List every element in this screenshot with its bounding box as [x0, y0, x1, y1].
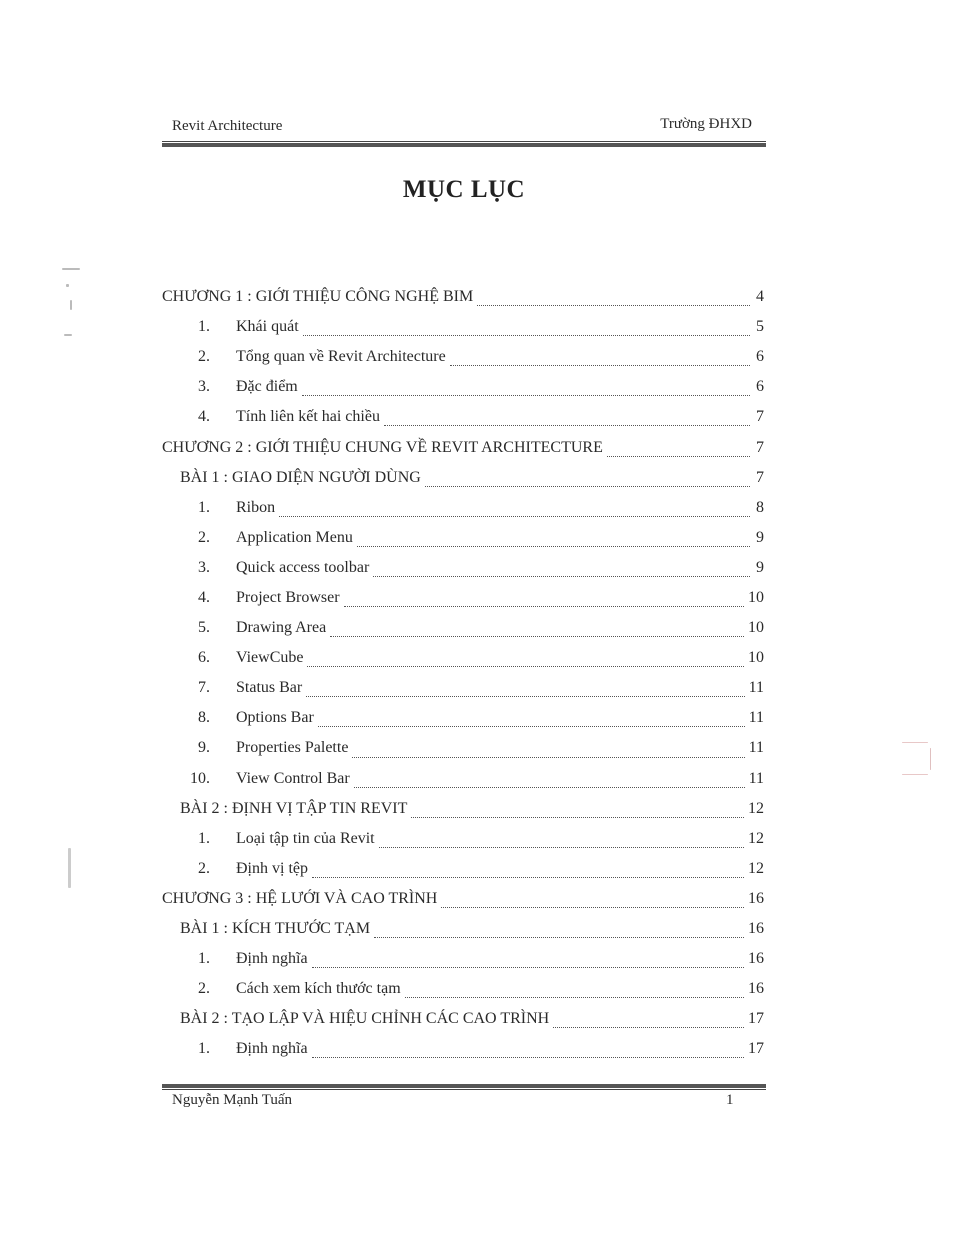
toc-entry	[162, 944, 766, 974]
toc-entry-title: Khái quát	[236, 318, 299, 336]
toc-entry-number: 2.	[198, 348, 210, 366]
toc-entry	[162, 1004, 766, 1034]
toc-entry-title: Đặc điểm	[236, 378, 298, 396]
toc-dot-leader	[307, 665, 744, 667]
scan-speck	[68, 848, 71, 888]
toc-entry	[162, 764, 766, 794]
toc-entry-page: 10	[748, 619, 764, 637]
toc-entry-title: Tổng quan về Revit Architecture	[236, 348, 446, 366]
header-right-text: Trường ĐHXD	[660, 116, 752, 132]
toc-entry-number: 7.	[198, 679, 210, 697]
toc-entry-title: Định nghĩa	[236, 950, 308, 968]
scan-speck	[902, 742, 928, 743]
toc-entry-title: Quick access toolbar	[236, 558, 370, 576]
toc-entry	[162, 553, 766, 583]
toc-entry-page: 11	[748, 739, 764, 757]
table-of-contents	[162, 282, 766, 1064]
toc-entry-page: 16	[748, 950, 764, 968]
toc-entry-title: Định vị tệp	[236, 859, 308, 877]
toc-entry-page: 16	[748, 980, 764, 998]
toc-entry	[162, 312, 766, 342]
toc-entry-number: 10.	[190, 769, 210, 787]
toc-dot-leader	[352, 756, 744, 758]
toc-entry	[162, 824, 766, 854]
toc-entry-title: Tính liên kết hai chiều	[236, 408, 380, 426]
toc-entry-title: CHƯƠNG 3 : HỆ LƯỚI VÀ CAO TRÌNH	[162, 889, 438, 907]
toc-dot-leader	[344, 605, 744, 607]
toc-entry-title: Project Browser	[236, 588, 340, 606]
toc-entry	[162, 974, 766, 1004]
toc-entry-number: 2.	[198, 528, 210, 546]
toc-entry-title: Ribon	[236, 498, 276, 516]
toc-entry	[162, 372, 766, 402]
toc-dot-leader	[553, 1026, 744, 1028]
toc-dot-leader	[279, 515, 750, 517]
toc-dot-leader	[405, 996, 744, 998]
toc-entry-number: 1.	[198, 1040, 210, 1058]
toc-entry-title: Định nghĩa	[236, 1040, 308, 1058]
toc-entry-title: ViewCube	[236, 649, 304, 667]
toc-entry-number: 3.	[198, 378, 210, 396]
toc-entry-title: BÀI 2 : ĐỊNH VỊ TẬP TIN REVIT	[180, 799, 408, 817]
toc-dot-leader	[312, 876, 744, 878]
footer-page-number: 1	[726, 1092, 734, 1108]
footer-author: Nguyễn Mạnh Tuấn	[172, 1092, 293, 1108]
toc-entry-title: Status Bar	[236, 679, 303, 697]
scan-speck	[70, 300, 72, 310]
toc-dot-leader	[441, 906, 744, 908]
toc-dot-leader	[312, 966, 744, 968]
toc-dot-leader	[379, 846, 744, 848]
toc-dot-leader	[312, 1056, 744, 1058]
toc-entry-page: 11	[748, 769, 764, 787]
toc-entry	[162, 583, 766, 613]
toc-dot-leader	[373, 575, 750, 577]
toc-entry-title: Application Menu	[236, 528, 353, 546]
toc-dot-leader	[450, 364, 750, 366]
toc-dot-leader	[374, 936, 744, 938]
toc-entry	[162, 703, 766, 733]
toc-entry	[162, 733, 766, 763]
toc-entry-page: 11	[748, 709, 764, 727]
toc-entry-title: BÀI 1 : GIAO DIỆN NGƯỜI DÙNG	[180, 468, 421, 486]
toc-entry-page: 9	[756, 528, 764, 546]
toc-entry-page: 12	[748, 829, 764, 847]
scan-speck	[64, 334, 72, 336]
toc-entry	[162, 854, 766, 884]
toc-entry	[162, 463, 766, 493]
toc-entry	[162, 794, 766, 824]
toc-entry	[162, 342, 766, 372]
toc-dot-leader	[477, 304, 750, 306]
toc-entry	[162, 523, 766, 553]
toc-entry-page: 17	[748, 1040, 764, 1058]
page-header	[162, 116, 766, 140]
toc-entry-page: 9	[756, 558, 764, 576]
toc-entry	[162, 282, 766, 312]
toc-entry-page: 11	[748, 679, 764, 697]
toc-entry-page: 5	[756, 318, 764, 336]
toc-entry	[162, 884, 766, 914]
toc-entry-page: 7	[756, 468, 764, 486]
toc-dot-leader	[425, 485, 750, 487]
scan-speck	[902, 774, 928, 775]
toc-dot-leader	[357, 545, 750, 547]
toc-entry-number: 4.	[198, 588, 210, 606]
toc-dot-leader	[318, 725, 745, 727]
toc-entry-number: 1.	[198, 498, 210, 516]
footer-rule-thin	[162, 1089, 766, 1090]
toc-dot-leader	[303, 334, 750, 336]
scan-speck	[62, 268, 80, 270]
toc-entry-number: 1.	[198, 950, 210, 968]
toc-entry-title: CHƯƠNG 1 : GIỚI THIỆU CÔNG NGHỆ BIM	[162, 288, 474, 306]
header-rule-thick	[162, 143, 766, 147]
toc-entry-number: 4.	[198, 408, 210, 426]
toc-entry-number: 2.	[198, 980, 210, 998]
toc-entry-number: 3.	[198, 558, 210, 576]
toc-entry	[162, 1034, 766, 1064]
toc-entry-number: 9.	[198, 739, 210, 757]
toc-entry-page: 6	[756, 348, 764, 366]
toc-entry-page: 6	[756, 378, 764, 396]
toc-entry	[162, 673, 766, 703]
toc-entry	[162, 914, 766, 944]
scan-speck	[66, 284, 69, 287]
toc-entry-number: 8.	[198, 709, 210, 727]
toc-entry-title: Properties Palette	[236, 739, 349, 757]
toc-entry-page: 16	[748, 889, 764, 907]
toc-entry-page: 10	[748, 588, 764, 606]
toc-entry-page: 7	[756, 438, 764, 456]
toc-entry-page: 17	[748, 1010, 764, 1028]
toc-entry-title: Drawing Area	[236, 619, 327, 637]
toc-entry	[162, 432, 766, 462]
toc-entry-number: 5.	[198, 619, 210, 637]
toc-dot-leader	[411, 816, 744, 818]
toc-entry-title: CHƯƠNG 2 : GIỚI THIỆU CHUNG VỀ REVIT ARCHITECTURE	[162, 438, 603, 456]
toc-dot-leader	[354, 786, 745, 788]
toc-entry-number: 2.	[198, 859, 210, 877]
toc-entry	[162, 643, 766, 673]
toc-entry-page: 12	[748, 859, 764, 877]
toc-entry-number: 6.	[198, 649, 210, 667]
toc-dot-leader	[330, 635, 744, 637]
toc-entry-page: 12	[748, 799, 764, 817]
toc-entry-number: 1.	[198, 318, 210, 336]
scan-speck	[930, 748, 931, 770]
toc-entry	[162, 613, 766, 643]
toc-dot-leader	[302, 394, 750, 396]
toc-entry-page: 7	[756, 408, 764, 426]
header-rule-thin	[162, 141, 766, 142]
page-title: MỤC LỤC	[402, 176, 526, 203]
toc-dot-leader	[607, 455, 750, 457]
toc-entry-page: 16	[748, 920, 764, 938]
toc-entry	[162, 493, 766, 523]
toc-entry	[162, 402, 766, 432]
footer-rule-thick	[162, 1084, 766, 1088]
header-left-text: Revit Architecture	[172, 118, 283, 134]
toc-entry-page: 8	[756, 498, 764, 516]
toc-entry-title: Loại tập tin của Revit	[236, 829, 375, 847]
toc-entry-title: Options Bar	[236, 709, 314, 727]
toc-entry-page: 4	[756, 288, 764, 306]
toc-entry-title: Cách xem kích thước tạm	[236, 980, 401, 998]
toc-entry-number: 1.	[198, 829, 210, 847]
toc-entry-title: View Control Bar	[236, 769, 350, 787]
toc-entry-title: BÀI 1 : KÍCH THƯỚC TẠM	[180, 920, 371, 938]
toc-dot-leader	[384, 424, 750, 426]
toc-entry-title: BÀI 2 : TẠO LẬP VÀ HIỆU CHỈNH CÁC CAO TRÌNH	[180, 1010, 550, 1028]
toc-dot-leader	[306, 695, 744, 697]
toc-entry-page: 10	[748, 649, 764, 667]
